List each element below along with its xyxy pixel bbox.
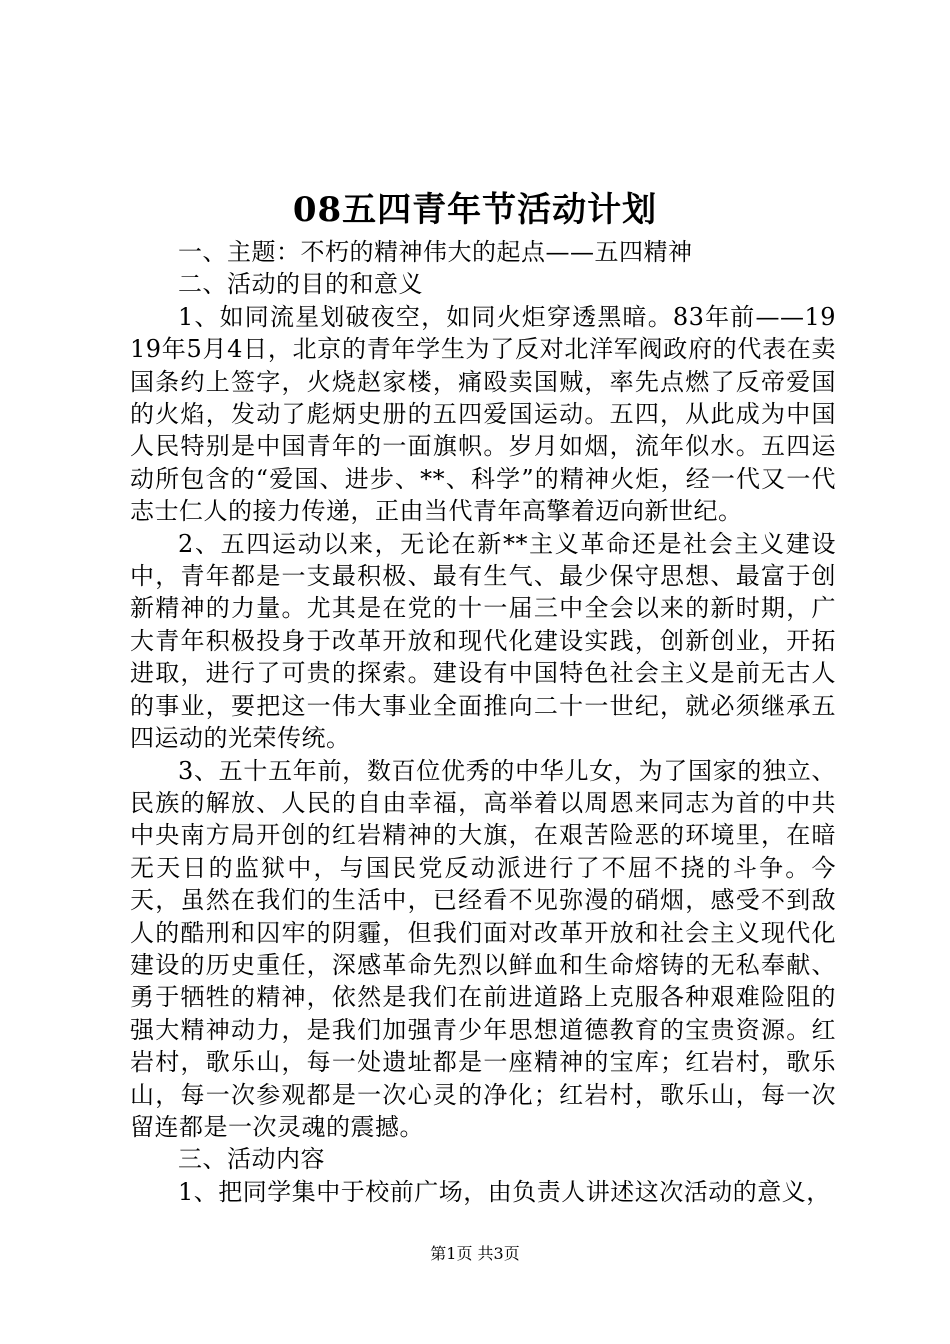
page-footer: 第1页 共3页 [430,1244,520,1263]
document-body [130,236,836,1208]
section-heading-content: 三、活动内容 [178,1145,325,1174]
document-title: 08五四青年节活动计划 [292,190,658,230]
paragraph-1: 1、如同流星划破夜空，如同火炬穿透黑暗。83年前——1919年5月4日，北京的青年学生为了反对北洋军阀政府的代表在卖国条约上签字，火烧赵家楼，痛殴卖国贼，率先点燃了反帝爱国的火焰，发动了彪炳史册的五四爱国运动。五四，从此成为中国人民特别是中国青年的一面旗帜。岁月如烟，流年似水。五四运动所包含的“爱国、进步、**、科学”的精神火炬，经一代又一代志士仁人的接力传递，正由当代青年高擎着迈向新世纪。 [130,302,836,526]
paragraph-3: 3、五十五年前，数百位优秀的中华儿女，为了国家的独立、民族的解放、人民的自由幸福，高举着以周恩来同志为首的中共中央南方局开创的红岩精神的大旗，在艰苦险恶的环境里，在暗无天日的监狱中，与国民党反动派进行了不屈不挠的斗争。今天，虽然在我们的生活中，已经看不见弥漫的硝烟，感受不到敌人的酷刑和囚牢的阴霾，但我们面对改革开放和社会主义现代化建设的历史重任，深感革命先烈以鲜血和生命熔铸的无私奉献、勇于牺牲的精神，依然是我们在前进道路上克服各种艰难险阻的强大精神动力，是我们加强青少年思想道德教育的宝贵资源。红岩村，歌乐山，每一处遗址都是一座精神的宝库；红岩村，歌乐山，每一次参观都是一次心灵的净化；红岩村，歌乐山，每一次留连都是一次灵魂的震撼。 [130,756,836,1141]
section-heading-purpose: 二、活动的目的和意义 [178,270,423,299]
paragraph-2: 2、五四运动以来，无论在新**主义革命还是社会主义建设中，青年都是一支最积极、最有生气、最少保守思想、最富于创新精神的力量。尤其是在党的十一届三中全会以来的新时期，广大青年积极投身于改革开放和现代化建设实践，创新创业，开拓进取，进行了可贵的探索。建设有中国特色社会主义是前无古人的事业，要把这一伟大事业全面推向二十一世纪，就必须继承五四运动的光荣传统。 [130,529,836,753]
section-heading-theme: 一、主题：不朽的精神伟大的起点——五四精神 [178,238,693,266]
paragraph-4: 1、把同学集中于校前广场，由负责人讲述这次活动的意义， [178,1177,831,1206]
